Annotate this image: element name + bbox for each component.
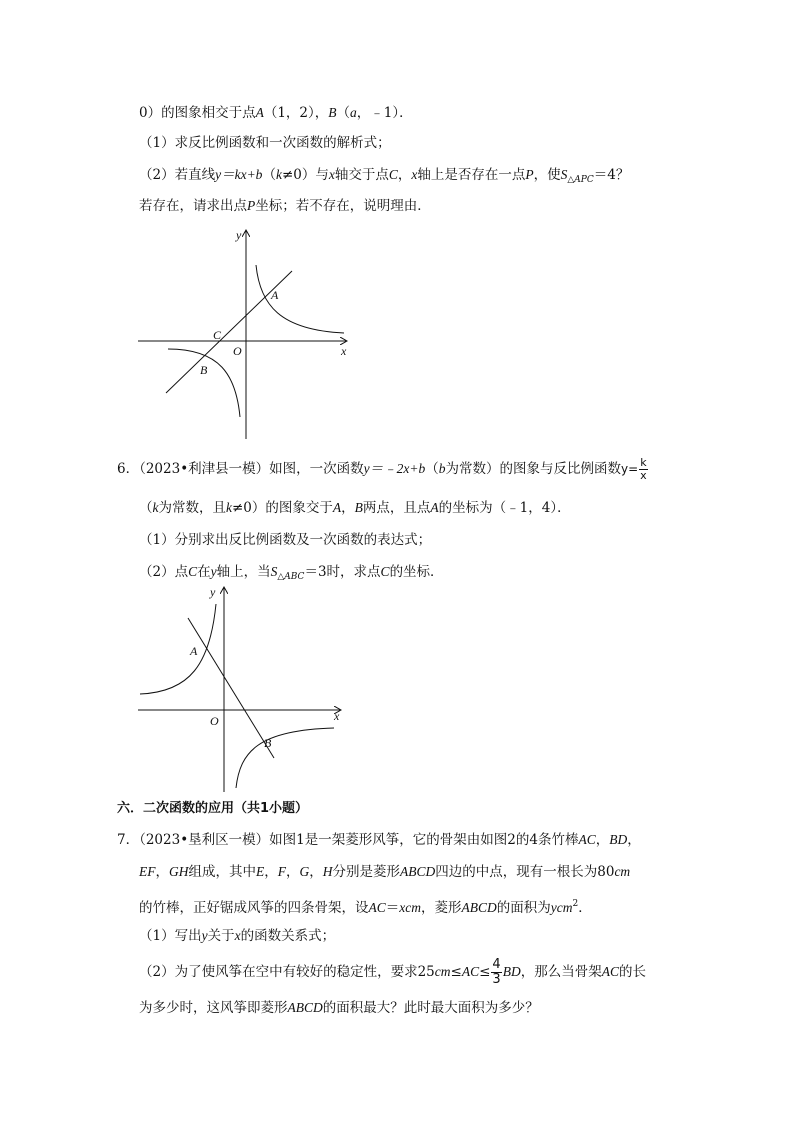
q5-intro-line: 0）的图象相交于点A（1，2），B（a，﹣1）． xyxy=(139,105,413,121)
q5-label-x: x xyxy=(341,344,347,358)
q5-label-O: O xyxy=(233,344,242,358)
q6-hyperbola-q2 xyxy=(140,604,216,694)
q6-hyperbola-q4 xyxy=(236,728,334,788)
q5-part2: （2）若直线y＝kx+b（k≠0）与x轴交于点C，x轴上是否存在一点P，使$S_{\triangle APC}=4$？ xyxy=(139,167,630,185)
q5-label-A: A xyxy=(271,288,279,302)
q5-hyperbola-q1 xyxy=(256,265,344,333)
q6-label-O: O xyxy=(210,714,219,728)
q5-label-C: C xyxy=(213,328,222,342)
q7-fraction-4-over-3: $\frac{4}{3}$ xyxy=(492,957,501,987)
q7-stem-line2: EF，GH组成，其中E，F，G，H分别是菱形ABCD四边的中点，现有一根长为80cm xyxy=(139,864,631,880)
q6-stem: 6．（2023•利津县一模）如图，一次函数y＝﹣2x+b（b为常数）的图象与反比例函数y= $\frac{k}{x}$ xyxy=(117,456,647,482)
q7-part1: （1）写出y关于x的函数关系式； xyxy=(139,928,336,944)
q6-part1: （1）分别求出反比例函数及一次函数的表达式； xyxy=(139,532,432,548)
q6-line xyxy=(188,618,274,758)
q6-fraction-k-over-x: $\frac{k}{x}$ xyxy=(640,456,647,482)
q5-hyperbola-q3 xyxy=(168,349,240,417)
q6-part2: （2）点C在y轴上，当$S_{\triangle ABC}=3$时，求点C的坐标． xyxy=(139,564,444,582)
q5-part1: （1）求反比例函数和一次函数的解析式； xyxy=(139,135,391,151)
q6-label-x: x xyxy=(334,709,340,723)
q5-figure xyxy=(130,225,360,445)
q6-label-y: y xyxy=(210,585,216,599)
q5-part2-line2: 若存在，请求出点P坐标；若不存在，说明理由． xyxy=(139,198,431,214)
q6-label-B: B xyxy=(264,736,272,750)
q6-label-A: A xyxy=(190,644,198,658)
q6-figure xyxy=(130,582,350,796)
q6-stem-line2: （k为常数，且k≠0）的图象交于A，B两点，且点A的坐标为（﹣1，4）． xyxy=(139,500,571,516)
q5-label-B: B xyxy=(200,363,208,377)
q7-part2-line2: 为多少时，这风筝即菱形ABCD的面积最大？此时最大面积为多少？ xyxy=(139,1000,539,1016)
q7-stem-line3: 的竹棒，正好锯成风筝的四条骨架，设AC＝xcm，菱形ABCD的面积为ycm$^2$． xyxy=(139,899,592,916)
q5-label-y: y xyxy=(236,228,242,242)
section-heading: 六．二次函数的应用（共1小题） xyxy=(117,801,309,816)
q7-stem: 7．（2023•垦利区一模）如图1是一架菱形风筝，它的骨架由如图2的4条竹棒AC，BD， xyxy=(117,832,641,848)
q7-part2: （2）为了使风筝在空中有较好的稳定性，要求25cm≤AC≤ $\frac{4}{3}$ BD，那么当骨架AC的长 xyxy=(139,957,646,987)
